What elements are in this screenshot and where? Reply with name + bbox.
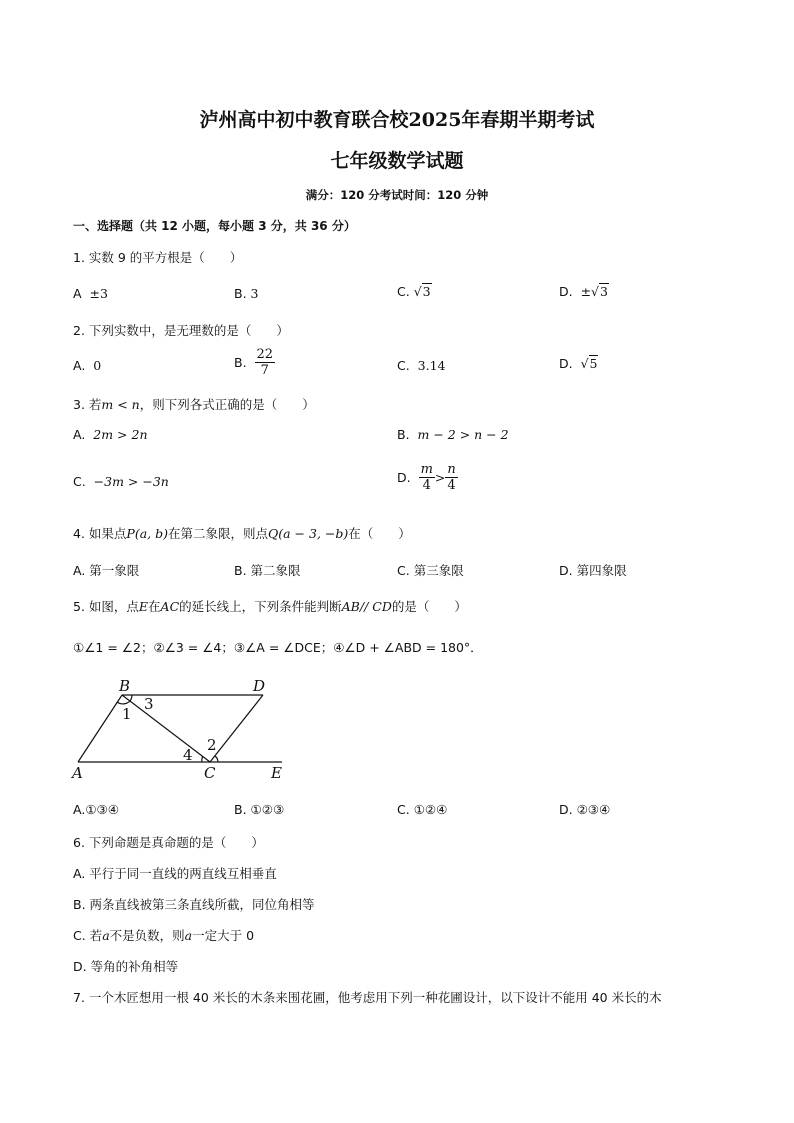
q4-option-c: C. 第三象限	[397, 563, 464, 578]
q6-option-c: C. 若a不是负数，则a一定大于 0	[73, 928, 255, 943]
q5-option-c: C. ①②④	[397, 802, 448, 817]
fraction: $\frac{n}{4}$	[447, 462, 456, 493]
option-label: A	[73, 286, 82, 301]
q3-option-b: B. m − 2 > n − 2	[397, 427, 509, 442]
q2-option-b	[234, 347, 275, 378]
label-angle-2: 2	[207, 736, 217, 754]
q6-stem: 6. 下列命题是真命题的是（ ）	[73, 835, 264, 850]
label-d: D	[253, 677, 266, 695]
sqrt-expr: √5	[580, 356, 598, 371]
q5-option-d: D. ②③④	[559, 802, 611, 817]
label-b: B	[119, 677, 131, 695]
option-value: ±3	[89, 286, 108, 301]
page-title: 泸州高中初中教育联合校2025年春期半期考试	[199, 109, 595, 131]
angle-arc-1	[117, 701, 130, 704]
q1-option-b	[234, 286, 259, 301]
option-label: D.	[559, 284, 573, 299]
q3-option-c: C. −3m > −3n	[73, 474, 169, 489]
option-value: 3	[250, 286, 259, 301]
q2-option-c: C. 3.14	[397, 358, 446, 373]
option-label: D.	[397, 470, 411, 485]
q3-option-d: D. $\frac{m}{4}$ > $\frac{n}{4}$	[397, 462, 456, 493]
parallelogram-figure	[70, 676, 300, 786]
label-angle-4: 4	[183, 746, 193, 764]
exam-meta: 满分：120 分考试时间：120 分钟	[305, 188, 489, 202]
q2-stem: 2. 下列实数中，是无理数的是（ ）	[73, 323, 289, 338]
q5-option-b: B. ①②③	[234, 802, 285, 817]
option-label: B.	[234, 355, 247, 370]
q2-option-a: A. 0	[73, 358, 102, 373]
option-label: A.	[73, 358, 86, 373]
angle-arc-2	[215, 756, 218, 762]
segment-bc	[122, 695, 210, 762]
q6-option-d: D. 等角的补角相等	[73, 959, 179, 974]
q6-option-b: B. 两条直线被第三条直线所截，同位角相等	[73, 897, 315, 912]
sqrt-expr: √3	[413, 284, 431, 299]
q3-stem: 3. 若m < n，则下列各式正确的是（ ）	[73, 397, 315, 412]
option-label: B.	[234, 286, 247, 301]
math-expr: m < n	[101, 397, 140, 412]
option-label: C.	[73, 474, 86, 489]
q6-option-a: A. 平行于同一直线的两直线互相垂直	[73, 866, 277, 881]
q5-conditions: ①∠1 = ∠2；②∠3 = ∠4；③∠A = ∠DCE；④∠D + ∠ABD = 180°．	[73, 640, 483, 655]
page-subtitle: 七年级数学试题	[330, 150, 464, 172]
q4-stem: 4. 如果点P(a, b)在第二象限，则点Q(a − 3, −b)在（ ）	[73, 526, 411, 541]
sqrt-expr: √3	[591, 284, 608, 299]
q1-stem: 1. 实数 9 的平方根是（ ）	[73, 250, 243, 265]
angle-arc-3	[130, 695, 132, 701]
q4-option-a: A. 第一象限	[73, 563, 140, 578]
q5-stem: 5. 如图，点E在AC的延长线上，下列条件能判断AB// CD的是（ ）	[73, 599, 467, 614]
label-angle-1: 1	[122, 705, 132, 723]
math-expr: Q(a − 3, −b)	[268, 526, 349, 541]
label-c: C	[204, 764, 216, 782]
section-heading: 一、选择题（共 12 小题，每小题 3 分，共 36 分）	[73, 219, 356, 233]
label-angle-3: 3	[144, 695, 154, 713]
q2-option-d	[559, 356, 598, 371]
math-expr: P(a, b)	[126, 526, 168, 541]
fraction: $\frac{m}{4}$	[420, 462, 433, 493]
q1-option-c	[397, 284, 432, 299]
label-e: E	[271, 764, 282, 782]
q3-option-a: A. 2m > 2n	[73, 427, 148, 442]
label-a: A	[72, 764, 83, 782]
q7-stem: 7. 一个木匠想用一根 40 米长的木条来围花圃，他考虑用下列一种花圃设计，以下设计不能用 40 米长的木	[73, 990, 662, 1005]
q1-option-d: D. ±√3	[559, 284, 608, 299]
option-label: C.	[397, 284, 410, 299]
segment-ab	[78, 695, 122, 762]
option-label: C.	[397, 358, 410, 373]
q4-option-b: B. 第二象限	[234, 563, 301, 578]
option-label: B.	[397, 427, 410, 442]
segment-dc	[210, 695, 263, 762]
angle-arc-4	[202, 756, 203, 762]
q5-option-a: A.①③④	[73, 802, 119, 817]
q4-option-d: D. 第四象限	[559, 563, 627, 578]
q1-option-a	[73, 286, 108, 301]
option-label: D.	[559, 356, 573, 371]
fraction: $\frac{22}{7}$	[256, 347, 274, 378]
option-label: A.	[73, 427, 86, 442]
